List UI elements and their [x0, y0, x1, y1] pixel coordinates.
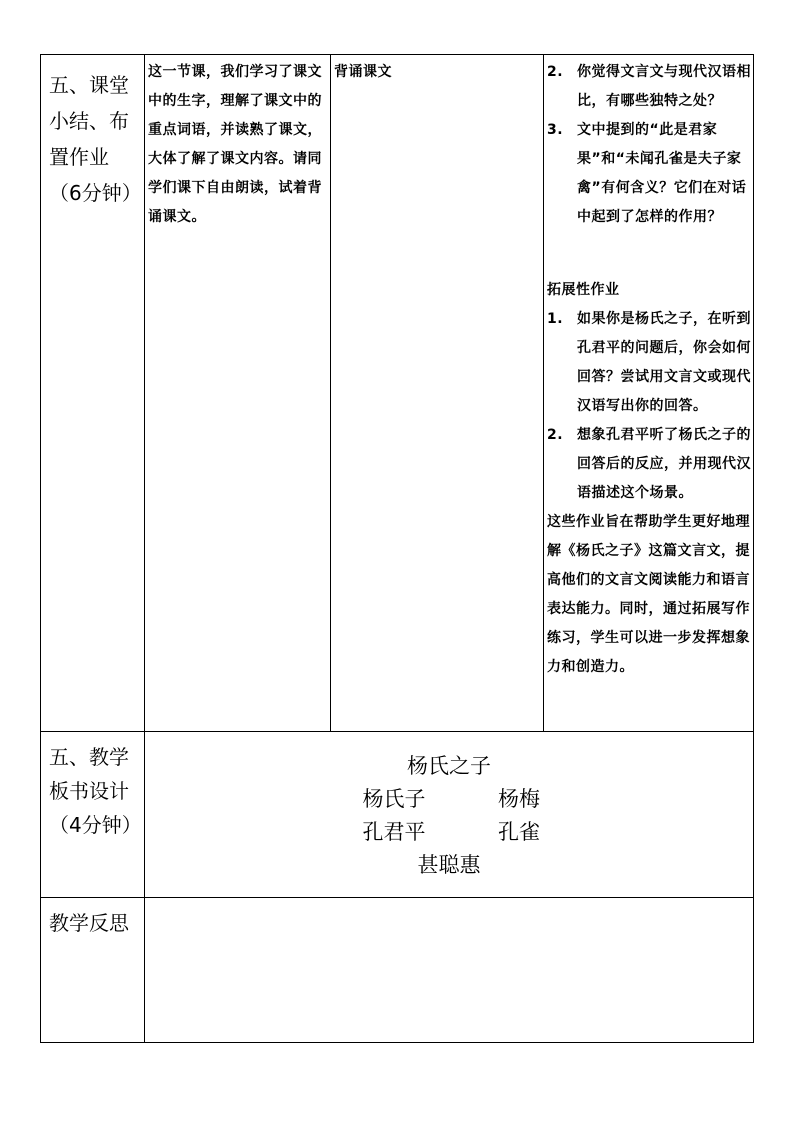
- list-item: [547, 305, 751, 421]
- reflection-cell: [145, 898, 754, 1043]
- board-row: [41, 732, 754, 898]
- section-title-text: 五、教学板书设计（4分钟）: [49, 745, 142, 837]
- student-activity-text: 背诵课文: [334, 64, 392, 80]
- closing-paragraph: 这些作业旨在帮助学生更好地理解《杨氏之子》这篇文言文，提高他们的文言文阅读能力和语言表达能力。同时，通过拓展写作练习，学生可以进一步发挥想象力和创造力。: [547, 514, 750, 675]
- list-item-text: 如果你是杨氏之子，在听到孔君平的问题后，你会如何回答？尝试用文言文或现代汉语写出你的回答。: [577, 311, 751, 414]
- homework-cell: [544, 55, 754, 732]
- lesson-plan-table: [40, 54, 754, 1043]
- board-pair-row: [145, 783, 753, 816]
- homework-list: [547, 58, 751, 232]
- board-conclusion: 甚聪惠: [417, 853, 481, 877]
- board-pair-left: 杨氏子: [362, 787, 426, 811]
- list-item-text: 想象孔君平听了杨氏之子的回答后的反应，并用现代汉语描述这个场景。: [577, 427, 751, 501]
- list-item-number: 3.: [547, 122, 564, 138]
- section-title-reflection: [41, 898, 145, 1043]
- list-item-number: 1.: [547, 311, 564, 327]
- section-title-summary: [41, 55, 145, 732]
- teacher-activity-text: 这一节课，我们学习了课文中的生字，理解了课文中的重点词语，并读熟了课文，大体了解了课文内容。请同学们课下自由朗读，试着背诵课文。: [148, 64, 322, 225]
- extension-heading: 拓展性作业: [547, 282, 620, 298]
- summary-row: [41, 55, 754, 732]
- board-pair-row: [145, 816, 753, 849]
- board-pair-left: 孔君平: [362, 820, 426, 844]
- section-title-board: [41, 732, 145, 898]
- list-item: [547, 116, 751, 232]
- spacer: [547, 232, 751, 276]
- extension-list: [547, 305, 751, 508]
- section-title-text: 五、课堂小结、布置作业（6分钟）: [49, 73, 142, 205]
- board-pair-right: 杨梅: [498, 787, 540, 811]
- teacher-activity-cell: [145, 55, 331, 732]
- list-item: [547, 58, 751, 116]
- board-pair-right: 孔雀: [498, 820, 540, 844]
- list-item-text: 你觉得文言文与现代汉语相比，有哪些独特之处？: [577, 64, 751, 109]
- student-activity-cell: [331, 55, 544, 732]
- board-design-cell: [145, 732, 754, 898]
- list-item-number: 2.: [547, 427, 564, 443]
- list-item-text: 文中提到的“此是君家果”和“未闻孔雀是夫子家禽”有何含义？它们在对话中起到了怎样的作用？: [577, 122, 747, 225]
- reflection-row: [41, 898, 754, 1043]
- section-title-text: 教学反思: [49, 911, 129, 935]
- list-item: [547, 421, 751, 508]
- list-item-number: 2.: [547, 64, 564, 80]
- board-title: 杨氏之子: [407, 754, 491, 778]
